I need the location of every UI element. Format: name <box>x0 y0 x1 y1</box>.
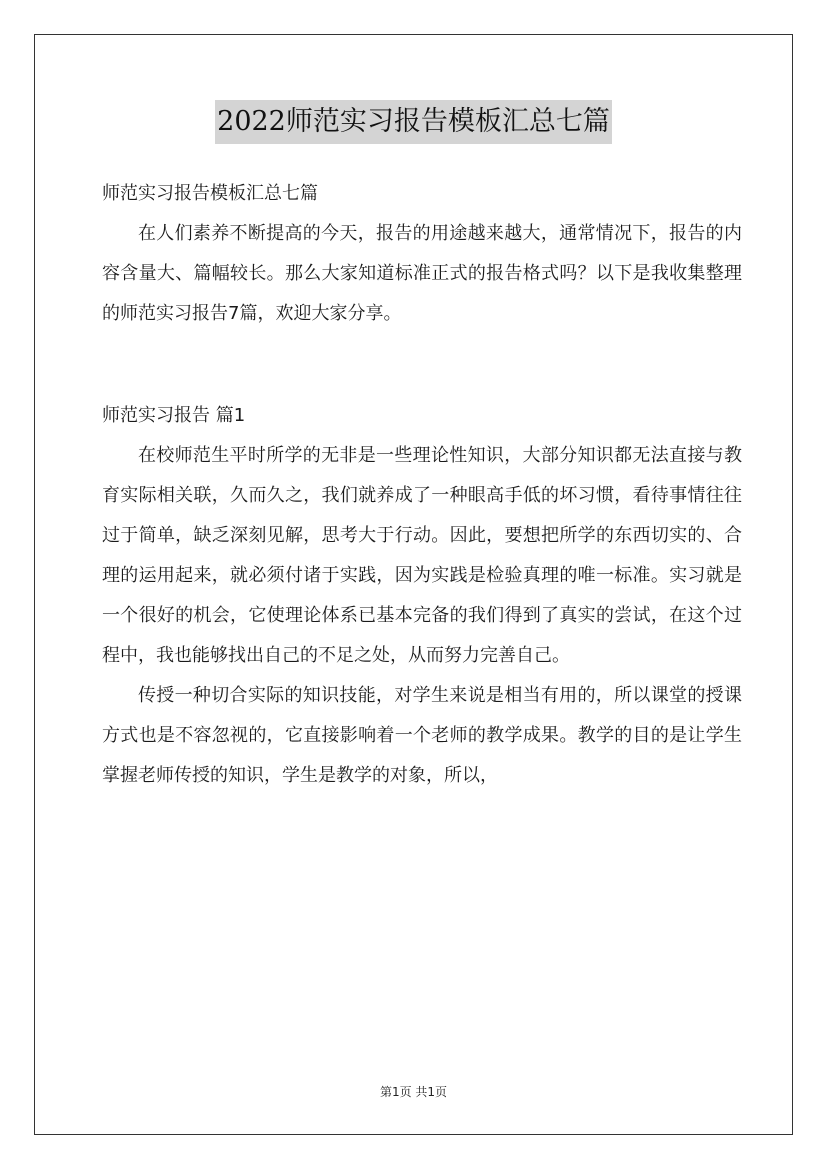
document-title: 2022师范实习报告模板汇总七篇 <box>215 100 612 144</box>
page-footer: 第1页 共1页 <box>379 1085 448 1099</box>
title-container <box>0 100 827 144</box>
intro-paragraph: 在人们素养不断提高的今天，报告的用途越来越大，通常情况下，报告的内容含量大、篇幅较长。那么大家知道标准正式的报告格式吗？以下是我收集整理的师范实习报告7篇，欢迎大家分享。 <box>102 223 742 324</box>
body-paragraph: 传授一种切合实际的知识技能，对学生来说是相当有用的，所以课堂的授课方式也是不容忽视的，它直接影响着一个老师的教学成果。教学的目的是让学生掌握老师传授的知识，学生是教学的对象，所以， <box>102 685 742 786</box>
section-heading: 师范实习报告 篇1 <box>102 405 246 426</box>
body-paragraph: 在校师范生平时所学的无非是一些理论性知识，大部分知识都无法直接与教育实际相关联，久而久之，我们就养成了一种眼高手低的坏习惯，看待事情往往过于简单，缺乏深刻见解，思考大于行动。因此，要想把所学的东西切实的、合理的运用起来，就必须付诸于实践，因为实践是检验真理的唯一标准。实习就是一个很好的机会，它使理论体系已基本完备的我们得到了真实的尝试，在这个过程中，我也能够找出自己的不足之处，从而努力完善自己。 <box>102 445 742 666</box>
document-body <box>102 174 742 796</box>
document-subtitle: 师范实习报告模板汇总七篇 <box>102 183 318 204</box>
